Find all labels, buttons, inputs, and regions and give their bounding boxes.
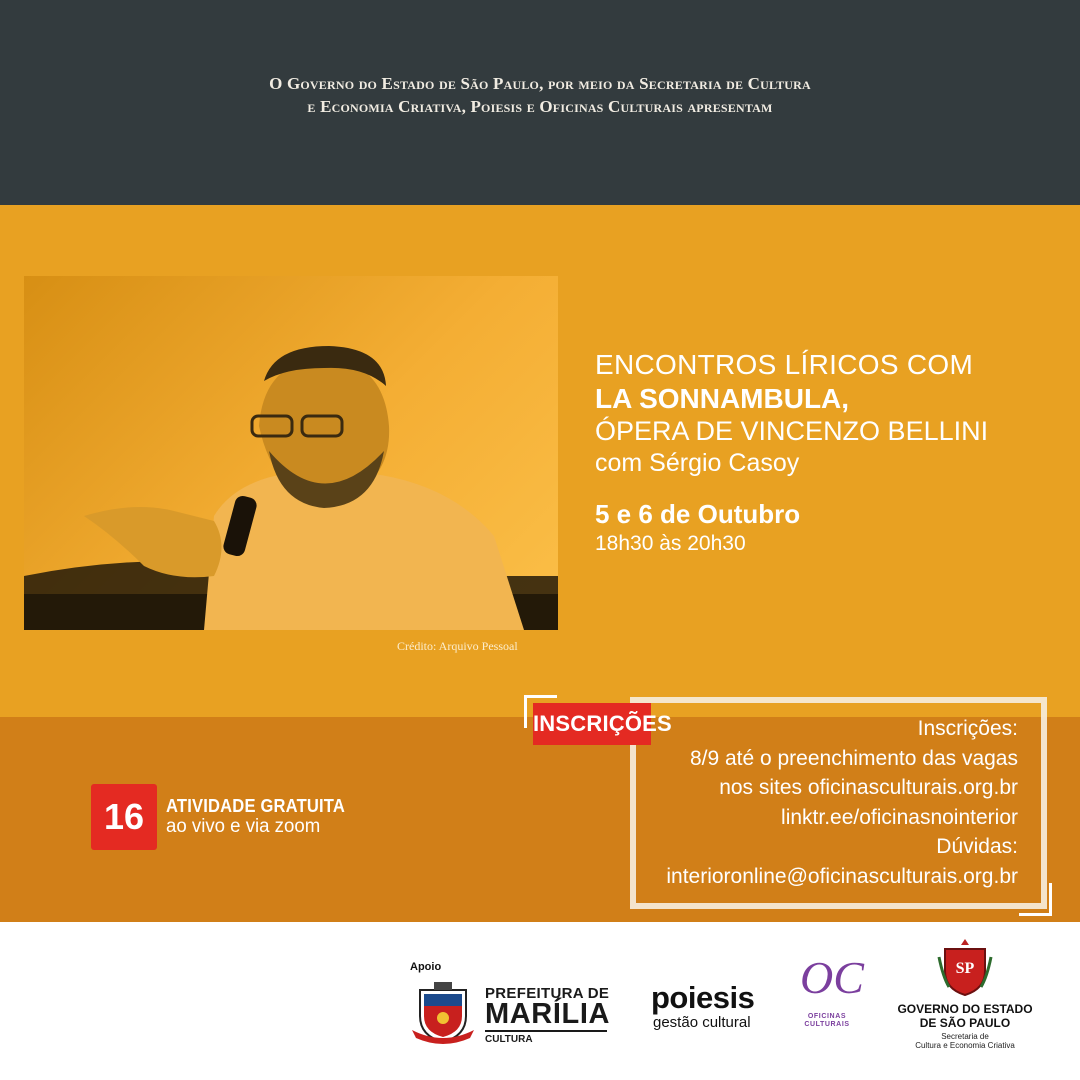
event-time: 18h30 às 20h30	[595, 532, 746, 555]
header-line-1: O Governo do Estado de São Paulo, por meio da Secretaria de Cultura	[269, 74, 811, 93]
prefeitura-divider	[485, 1030, 607, 1032]
oficinas-culturais-logo	[800, 950, 864, 1006]
registration-line: Inscrições:	[917, 717, 1018, 740]
event-line-1: ENCONTROS LÍRICOS COM	[595, 349, 974, 380]
registration-link[interactable]: linktr.ee/oficinasnointerior	[781, 805, 1018, 829]
header-band	[0, 0, 1080, 205]
apoio-label: Apoio	[410, 961, 442, 973]
shirt	[204, 471, 524, 630]
poiesis-tagline: gestão cultural	[653, 1014, 751, 1031]
corner-bracket-bottom-right	[1019, 883, 1052, 916]
registration-info	[666, 714, 1018, 891]
cultura-label: CULTURA	[485, 1034, 533, 1045]
registration-line: 8/9 até o preenchimento das vagas	[689, 746, 1018, 770]
marilia-label: MARÍLIA	[485, 998, 611, 1030]
event-line-2: LA SONNAMBULA,	[595, 383, 850, 414]
sp-government-label	[880, 1002, 1050, 1030]
poiesis-logo: poiesis	[651, 980, 755, 1015]
event-line-3: ÓPERA DE VINCENZO BELLINI	[595, 416, 989, 446]
svg-text:SP: SP	[955, 960, 975, 977]
gov-line-2: DE SÃO PAULO	[919, 1016, 1011, 1030]
oc-text-line-2: CULTURAIS	[804, 1021, 850, 1028]
oc-text-line-1: OFICINAS	[807, 1013, 847, 1020]
speaker-illustration	[24, 276, 558, 630]
age-rating-badge: 16	[91, 784, 157, 850]
oficinas-culturais-text	[800, 1013, 854, 1029]
header-line-2: e Economia Criativa, Poiesis e Oficinas Culturais apresentam	[307, 97, 773, 116]
event-title-block	[595, 348, 988, 479]
sp-secretariat-label	[880, 1032, 1050, 1050]
gov-line-3: Secretaria de	[941, 1032, 989, 1041]
header-credits	[0, 72, 1080, 118]
sao-paulo-crest-icon	[937, 937, 993, 999]
contact-email-link[interactable]: interioronline@oficinasculturais.org.br	[666, 864, 1018, 888]
marilia-crest-icon	[410, 980, 476, 1046]
event-date: 5 e 6 de Outubro	[595, 499, 801, 529]
photo-credit: Crédito: Arquivo Pessoal	[397, 639, 518, 653]
registration-line: Dúvidas:	[936, 835, 1018, 858]
prefeitura-label: PREFEITURA DE	[485, 985, 610, 1002]
live-zoom-label: ao vivo e via zoom	[166, 816, 321, 837]
free-activity-label: ATIVIDADE GRATUITA	[166, 796, 346, 816]
gov-line-1: GOVERNO DO ESTADO	[897, 1002, 1033, 1016]
oc-mark: OC	[800, 952, 864, 1003]
gov-line-4: Cultura e Economia Criativa	[915, 1041, 1015, 1050]
event-line-4: com Sérgio Casoy	[595, 449, 800, 477]
registration-link[interactable]: nos sites oficinasculturais.org.br	[719, 776, 1018, 799]
registration-tag: INSCRIÇÕES	[533, 703, 651, 745]
speaker-photo	[24, 276, 558, 630]
